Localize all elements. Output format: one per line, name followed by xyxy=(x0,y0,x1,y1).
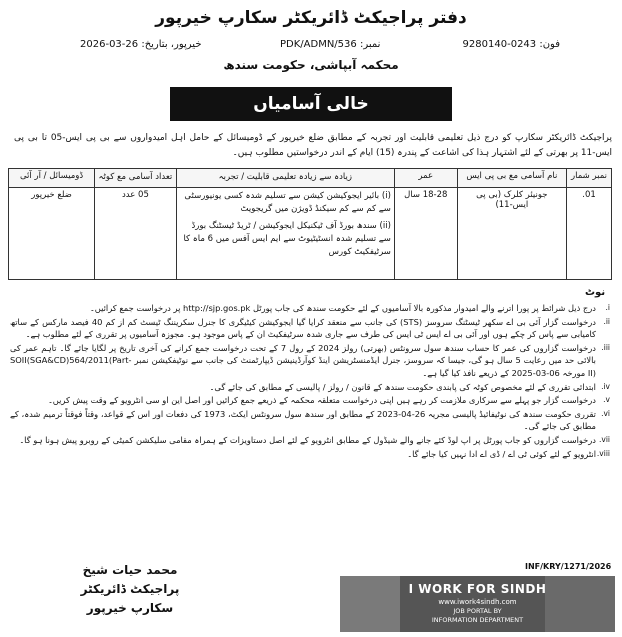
note-number: i. xyxy=(605,303,610,312)
note-text: درج ذیل شرائط پر پورا اترنے والے امیدوار مذکورہ بالا آسامیوں کے لئے حکومت سندھ کی جاب پورٹل http://sjp.gos.pk پر درخواست جمع کرائیں۔ xyxy=(89,303,596,313)
note-text: انٹرویو کے لئے کوئی ٹی اے / ڈی اے ادا نہیں کیا جائے گا۔ xyxy=(407,448,596,459)
page-title: دفتر پراجیکٹ ڈائریکٹر سکارپ خیرپور xyxy=(155,8,467,28)
note-number: ii. xyxy=(603,316,610,326)
vacancies-banner: خالی آسامیاں xyxy=(170,87,452,121)
note-text: درخواست گزاروں کو جاب پورٹل پر اپ لوڈ کئے جانے والے شیڈول کے مطابق انٹرویو کے لئے اصل دستاویزات کے ہمراہ مقامی سلیکشن کمیٹی کے روبرو پیش ہونا ہو گا۔ xyxy=(19,434,596,445)
note-item xyxy=(10,434,610,447)
col-post-header: نام آسامی مع بی پی ایس xyxy=(457,169,566,188)
signatory-office: سکارپ خیرپور xyxy=(86,601,174,615)
logo-brand: I WORK FOR SINDH xyxy=(408,582,547,596)
col-qualification-header: زیادہ سے زیادہ تعلیمی قابلیت / تجربہ xyxy=(176,169,394,188)
note-number: viii. xyxy=(596,448,610,458)
table-row xyxy=(9,188,612,280)
logo-url: www.iwork4sindh.com xyxy=(438,598,517,606)
note-text: ابتدائی تقرری کے لئے مخصوص کوٹہ کی پابندی حکومت سندھ کے قانون / رولز / پالیسی کے مطابق کی جائے گی۔ xyxy=(209,381,596,392)
note-item xyxy=(10,316,610,341)
note-text: درخواست گزار آئی بی اے سکھر ٹیسٹنگ سروسز (STS) کی جانب سے منعقد کرایا گیا ایجوکیشن کیٹیگری کا جنرل سکریننگ ٹیسٹ کم از کم 40 فیصد مارکس کے ساتھ کامیابی سے پاس کر چکے ہوں اور آئی بی اے ایس ٹی ایس کی طرف سے جاری شدہ سرٹیفکیٹ ان کے پاس موجود ہو۔ مجوزہ آسامیوں پر تقرری کے لئے مطلوب ہے۔ xyxy=(10,316,597,340)
phone-number: فون: 0243-9280140 xyxy=(462,39,560,50)
col-domicile-header: ڈومیسائل / آر آئی xyxy=(9,169,95,188)
header-meta xyxy=(80,39,560,50)
col-age-header: عمر xyxy=(394,169,457,188)
row-count: 05 عدد xyxy=(95,188,177,280)
note-number: iii. xyxy=(601,342,610,352)
vacancy-table xyxy=(8,168,612,280)
signatory-designation: پراجیکٹ ڈائریکٹر xyxy=(80,582,180,596)
notes-list xyxy=(10,302,610,461)
col-serial-header: نمبر شمار xyxy=(567,169,612,188)
iwork-for-sindh-logo xyxy=(340,576,615,632)
signatory-name: محمد حیات شیخ xyxy=(82,563,178,577)
reference-number: نمبر: PDK/ADMN/536 xyxy=(280,39,381,50)
signature-block xyxy=(40,561,220,618)
note-number: vi. xyxy=(601,408,610,418)
row-domicile: ضلع خیرپور xyxy=(9,188,95,280)
note-number: iv. xyxy=(601,381,610,391)
note-item xyxy=(10,394,610,407)
note-item xyxy=(10,342,610,380)
note-item xyxy=(10,448,610,461)
notes-heading: نوٹ xyxy=(585,287,606,298)
qualification-2: (ii) سندھ بورڈ آف ٹیکنیکل ایجوکیشن / ٹریڈ ٹیسٹنگ بورڈ سے تسلیم شدہ انسٹیٹیوٹ سے ایم ایس آفس میں 6 ماہ کا سرٹیفکیٹ کورس xyxy=(183,221,391,257)
note-item xyxy=(10,302,610,315)
inf-code: INF/KRY/1271/2026 xyxy=(525,562,612,571)
note-item xyxy=(10,381,610,394)
col-count-header: تعداد آسامی مع کوٹہ xyxy=(95,169,177,188)
note-text: تقرری حکومت سندھ کی نوٹیفائیڈ پالیسی مجریہ 26-04-2023 کے مطابق اور سندھ سول سرونٹس ایکٹ، 1973 کی دفعات اور اس کے قواعد، وقتاً فوقتاً ترمیم شدہ، کے مطابق کی جائے گی۔ xyxy=(10,408,596,432)
note-number: v. xyxy=(603,395,610,405)
intro-paragraph: پراجیکٹ ڈائریکٹر سکارپ کو درج ذیل تعلیمی قابلیت اور تجربہ کے مطابق ضلع خیرپور کے ڈومیسائل کے حامل اہل امیدواروں سے بی پی ایس-05 تا بی پی ایس-11 پر بھرتی کے لئے اشتہار ہذا کی اشاعت کے پندرہ (15) ایام کے اندر درخواستیں مطلوب ہیں۔ xyxy=(14,133,612,158)
row-age: 18-28 سال xyxy=(394,188,457,280)
note-number: vii. xyxy=(599,434,610,444)
department-name: محکمہ آبپاشی، حکومت سندھ xyxy=(223,58,399,72)
note-item xyxy=(10,408,610,433)
row-post: جونیئر کلرک (بی پی ایس-11) xyxy=(457,188,566,280)
note-text: درخواست گزار جو پہلے سے سرکاری ملازمت کر رہے ہیں اپنی درخواست متعلقہ محکمہ کے ذریعے جمع کرائیں اور اصل این او سی انٹرویو کے وقت پیش کریں۔ xyxy=(47,395,596,406)
logo-line-1: JOB PORTAL BY xyxy=(453,607,502,615)
row-serial: 01. xyxy=(567,188,612,280)
issue-date: خیرپور، بتاریخ: 26-03-2026 xyxy=(80,39,202,50)
table-header-row xyxy=(9,169,612,188)
logo-line-2: INFORMATION DEPARTMENT xyxy=(431,616,524,624)
qualification-1: (i) بائیر ایجوکیشن کیشن سے تسلیم شدہ کسی یونیورسٹی سے کم سے کم سیکنڈ ڈویژن میں گریجویٹ xyxy=(184,191,391,214)
note-text: درخواست گزاروں کی عمر کا حساب سندھ سول سرونٹس (بھرتی) رولز 2024 کے رول 7 کے تحت درخواست جمع کرانے کی آخری تاریخ پر لگایا جائے گا۔ تاہم عمر کی بالائی حد میں رعایت 5 سال ہو گی، جیسا کہ سروسز، جنرل ایڈمنسٹریشن اینڈ کوآرڈینیشن ڈیپارٹمنٹ کی جانب سے نوٹیفکیشن نمبر SOII(SGA&CD)564/2011(Part-II) مورخہ 06-03-2025 کے ذریعے نافذ کیا گیا ہے۔ xyxy=(10,342,596,378)
row-qualifications xyxy=(176,188,394,280)
